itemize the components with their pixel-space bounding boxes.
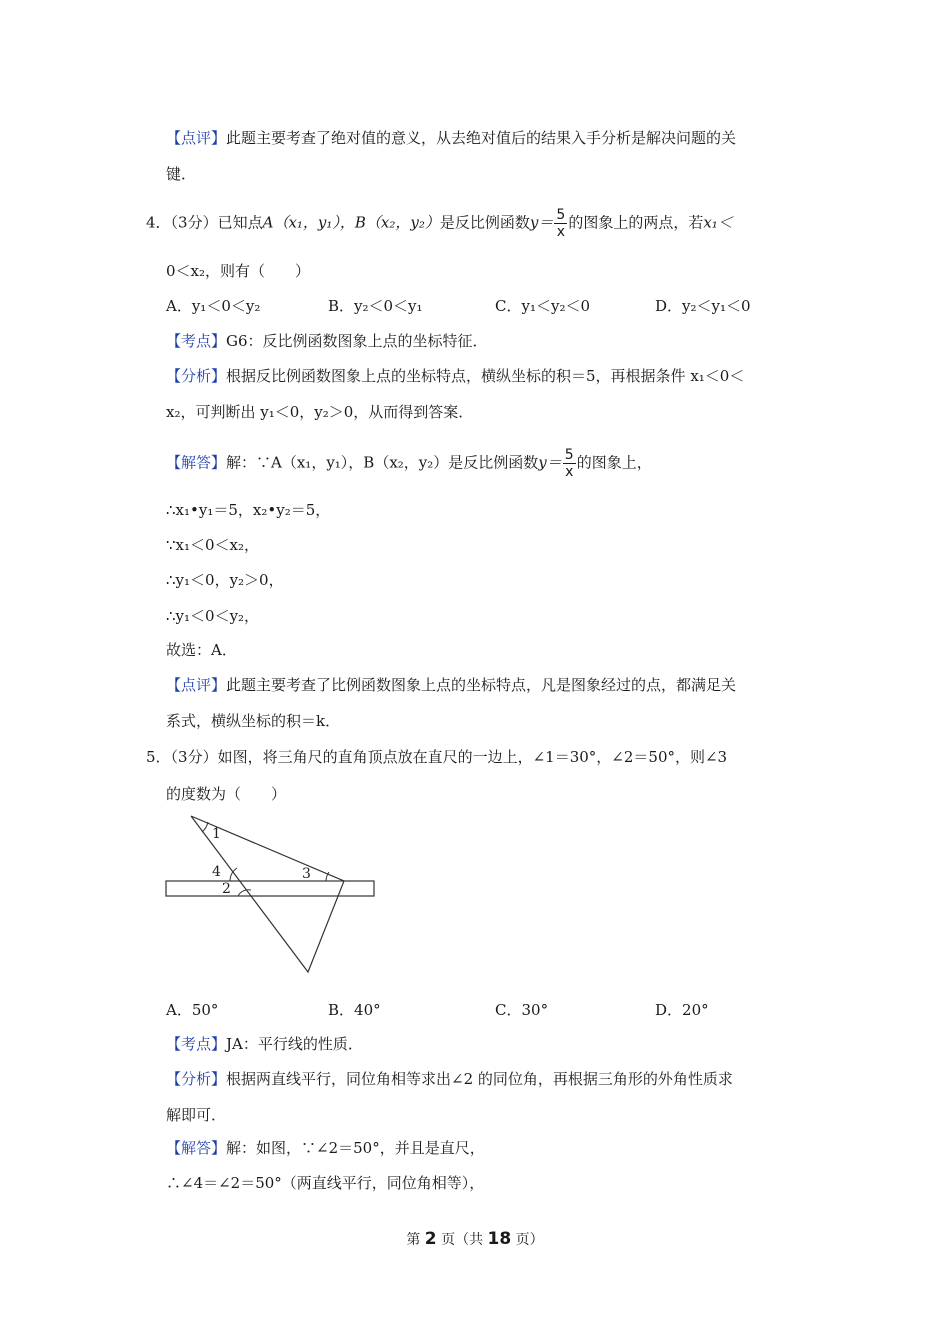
q4-option-b[interactable]: B．y₂＜0＜y₁: [328, 297, 423, 315]
kaodian-text: JA：平行线的性质．: [226, 1035, 363, 1053]
q4-fenxi-line2: x₂，可判断出 y₁＜0，y₂＞0，从而得到答案．: [166, 403, 474, 421]
q4-func-y: y＝: [529, 213, 554, 232]
q4-number: 4．: [146, 213, 171, 232]
jieda-fraction: [563, 447, 576, 480]
jieda-func-y: y＝: [538, 453, 562, 472]
q4-stem-line2: 0＜x₂，则有（ ）: [166, 262, 311, 280]
angle-label-4: 4: [212, 864, 221, 880]
jieda-text-a: 解：∵A（x₁，y₁），B（x₂，y₂）是反比例函数: [226, 453, 539, 472]
jieda-text-b: 的图象上，: [576, 453, 652, 472]
kaodian-tag: 【考点】: [166, 1035, 227, 1053]
dianping-tag: 【点评】: [166, 676, 227, 694]
prev-comment-line2: 键．: [166, 165, 197, 183]
q4-step: ∴y₁＜0＜y₂，: [166, 607, 260, 625]
fenxi-text: 根据两直线平行，同位角相等求出∠2 的同位角，再根据三角形的外角性质求: [226, 1070, 733, 1088]
footer-post: 页）: [515, 1232, 544, 1248]
q5-option-a[interactable]: A．50°: [166, 1001, 219, 1019]
page-footer: [0, 1229, 950, 1249]
q4-step: 故选：A．: [166, 641, 237, 659]
q4-step: ∴y₁＜0，y₂＞0，: [166, 571, 284, 589]
comment-tag: 【点评】: [166, 129, 227, 147]
kaodian-text: G6：反比例函数图象上点的坐标特征．: [226, 332, 488, 350]
jieda-frac-den: x: [565, 464, 574, 480]
q4-points: A（x₁，y₁），B（x₂，y₂）: [262, 213, 440, 232]
footer-pre: 第: [406, 1232, 421, 1248]
q5-stem-line2: 的度数为（ ）: [166, 785, 287, 803]
q5-number: 5．: [146, 748, 171, 766]
q5-stem-text: 如图，将三角尺的直角顶点放在直尺的一边上，∠1＝30°，∠2＝50°，则∠3: [217, 748, 728, 766]
q4-stem-line1: [146, 207, 733, 240]
q4-score: （3分）: [170, 213, 218, 232]
q4-stem-a: 已知点: [217, 213, 263, 232]
q4-option-a[interactable]: A．y₁＜0＜y₂: [166, 297, 261, 315]
jieda-text: 解：如图，∵∠2＝50°，并且是直尺，: [226, 1139, 485, 1157]
q5-jieda-line1: [166, 1138, 485, 1158]
q4-frac-num: 5: [556, 207, 566, 223]
q4-step: ∴x₁•y₁＝5，x₂•y₂＝5，: [166, 501, 331, 519]
fenxi-text: 根据反比例函数图象上点的坐标特点，横纵坐标的积＝5，再根据条件 x₁＜0＜: [226, 367, 745, 385]
angle-label-1: 1: [212, 826, 221, 842]
q4-dianping-line1: [166, 675, 736, 695]
q5-fenxi-line1: [166, 1069, 733, 1089]
q4-fenxi-line1: [166, 366, 744, 386]
jieda-tag: 【解答】: [166, 453, 227, 472]
q4-frac-den: x: [556, 224, 565, 240]
q5-option-d[interactable]: D．20°: [655, 1001, 709, 1019]
jieda-frac-num: 5: [564, 447, 574, 463]
fenxi-tag: 【分析】: [166, 367, 227, 385]
footer-page-number: 2: [424, 1229, 437, 1249]
q5-option-c[interactable]: C．30°: [495, 1001, 549, 1019]
angle1-arc: [202, 822, 208, 832]
footer-mid: 页（共: [441, 1232, 484, 1248]
q4-step: ∵x₁＜0＜x₂，: [166, 536, 260, 554]
triangle-ruler-figure: [160, 810, 380, 980]
q4-cond-tail: x₁＜: [703, 213, 733, 232]
fenxi-tag: 【分析】: [166, 1070, 227, 1088]
angle-label-2: 2: [222, 881, 231, 897]
q4-fraction: [554, 207, 567, 240]
q5-option-b[interactable]: B．40°: [328, 1001, 381, 1019]
q4-option-c[interactable]: C．y₁＜y₂＜0: [495, 297, 590, 315]
q5-kaodian: [166, 1034, 363, 1054]
q5-jieda-line2: ∴∠4＝∠2＝50°（两直线平行，同位角相等），: [166, 1174, 485, 1192]
prev-comment-line1: [166, 128, 736, 148]
comment-text: 此题主要考查了绝对值的意义，从去绝对值后的结果入手分析是解决问题的关: [226, 129, 737, 147]
q4-dianping-line2: 系式，横纵坐标的积＝k．: [166, 712, 341, 730]
q4-stem-b: 是反比例函数: [439, 213, 530, 232]
footer-total-pages: 18: [487, 1229, 512, 1249]
q4-kaodian: [166, 331, 488, 351]
q4-option-d[interactable]: D．y₂＜y₁＜0: [655, 297, 751, 315]
q4-stem-c: 的图象上的两点，若: [568, 213, 704, 232]
jieda-tag: 【解答】: [166, 1139, 227, 1157]
q5-score: （3分）: [170, 748, 218, 766]
q4-jieda-line1: [166, 447, 652, 480]
dianping-text: 此题主要考查了比例函数图象上点的坐标特点，凡是图象经过的点，都满足关: [226, 676, 737, 694]
angle-label-3: 3: [302, 866, 311, 882]
kaodian-tag: 【考点】: [166, 332, 227, 350]
q5-fenxi-line2: 解即可．: [166, 1106, 227, 1124]
q5-stem-line1: [146, 747, 727, 767]
